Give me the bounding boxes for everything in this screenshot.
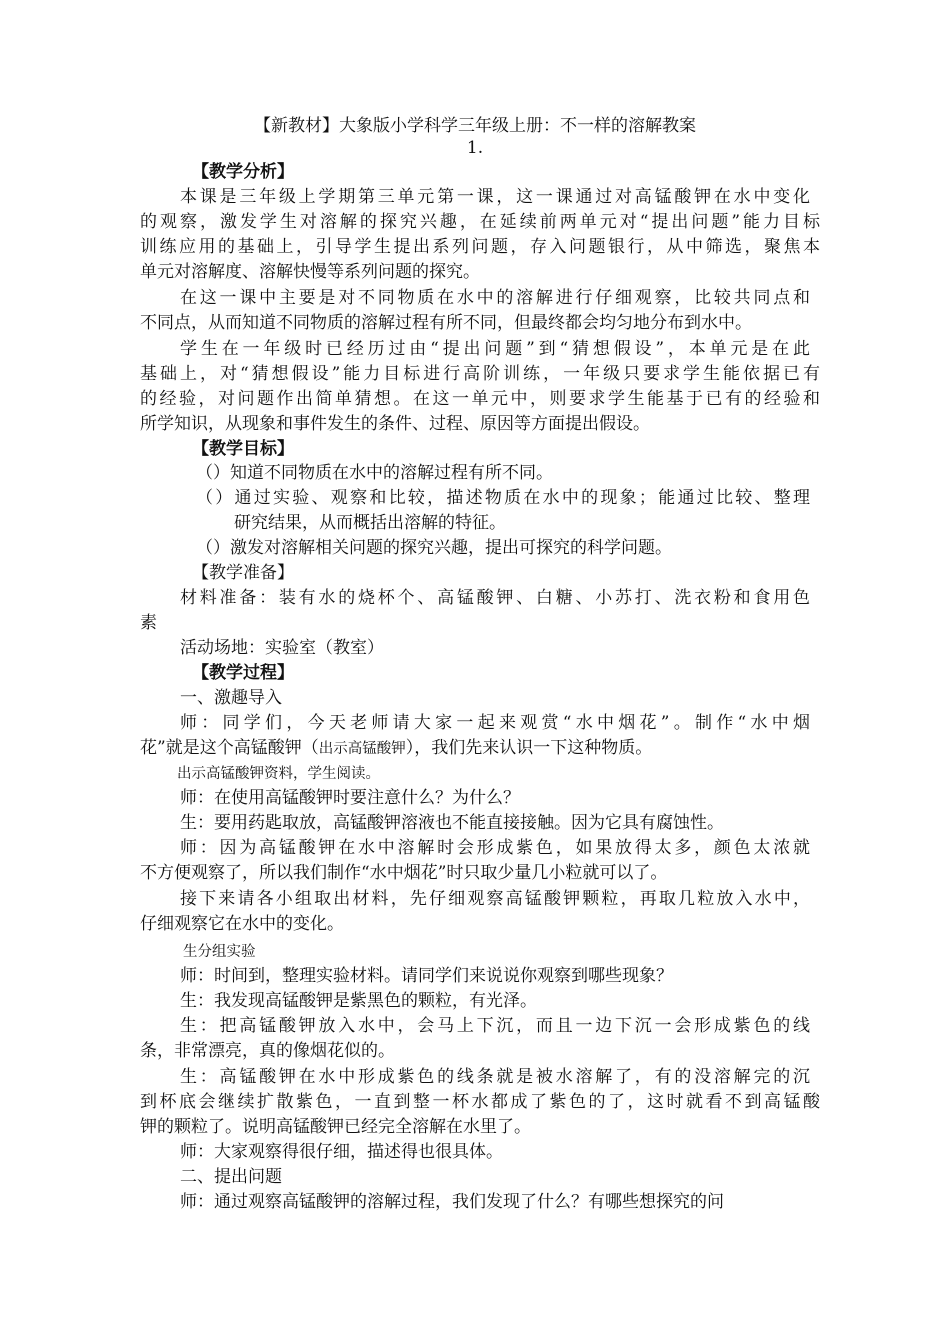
dialogue-line: 师：大家观察得很仔细，描述得也很具体。: [180, 1142, 503, 1162]
heading-teaching-analysis: 【教学分析】: [192, 162, 294, 182]
paragraph-line: 在这一课中主要是对不同物质在水中的溶解进行仔细观察，比较共同点和: [180, 288, 810, 308]
dialogue-line: 师：因为高锰酸钾在水中溶解时会形成紫色，如果放得太多，颜色太浓就: [180, 838, 810, 858]
paragraph-line: 本课是三年级上学期第三单元第一课，这一课通过对高锰酸钾在水中变化: [180, 187, 810, 207]
heading-teaching-process: 【教学过程】: [192, 663, 294, 683]
goal-item-continued: 研究结果，从而概括出溶解的特征。: [234, 513, 506, 533]
paragraph-line: 的观察，激发学生对溶解的探究兴趣，在延续前两单元对“提出问题”能力目标: [140, 212, 820, 232]
dialogue-line: [140, 736, 652, 761]
materials-line: 素: [140, 613, 157, 633]
dialogue-line: 条，非常漂亮，真的像烟花似的。: [140, 1041, 395, 1061]
dialogue-line: 师：在使用高锰酸钾时要注意什么？为什么？: [180, 788, 520, 808]
paragraph-line: 的经验，对问题作出简单猜想。在这一单元中，则要求学生能基于已有的经验和: [140, 389, 820, 409]
instruction-line: 生分组实验: [183, 944, 256, 960]
dialogue-line: 师：同学们，今天老师请大家一起来观赏“水中烟花”。制作“水中烟: [180, 713, 810, 733]
dialogue-line: 钾的颗粒了。说明高锰酸钾已经完全溶解在水里了。: [140, 1117, 531, 1137]
dialogue-line: 师：时间到，整理实验材料。请同学们来说说你观察到哪些现象？: [180, 966, 673, 986]
materials-line: 材料准备：装有水的烧杯个、高锰酸钾、白糖、小苏打、洗衣粉和食用色: [180, 588, 810, 608]
heading-teaching-preparation: 【教学准备】: [192, 563, 294, 583]
dialogue-line: 仔细观察它在水中的变化。: [140, 914, 344, 934]
venue-line: 活动场地：实验室（教室）: [180, 638, 384, 658]
dialogue-line: 到杯底会继续扩散紫色，一直到整一杯水都成了紫色的了，这时就看不到高锰酸: [140, 1092, 820, 1112]
goal-item: （）激发对溶解相关问题的探究兴趣，提出可探究的科学问题。: [196, 538, 672, 558]
goal-item: （）知道不同物质在水中的溶解过程有所不同。: [196, 463, 553, 483]
dialogue-line: 不方便观察了，所以我们制作“水中烟花”时只取少量几小粒就可以了。: [140, 863, 668, 883]
dialogue-line: 生：我发现高锰酸钾是紫黑色的颗粒，有光泽。: [180, 991, 537, 1011]
heading-teaching-goals: 【教学目标】: [192, 439, 294, 459]
step-heading: 二、提出问题: [180, 1167, 282, 1187]
dialogue-line: 生：要用药匙取放，高锰酸钾溶液也不能直接接触。因为它具有腐蚀性。: [180, 813, 724, 833]
step-heading: 一、激趣导入: [180, 688, 282, 708]
dialogue-line: 师：通过观察高锰酸钾的溶解过程，我们发现了什么？有哪些想探究的问: [180, 1192, 724, 1212]
paragraph-line: 基础上，对“猜想假设”能力目标进行高阶训练，一年级只要求学生能依据已有: [140, 364, 820, 384]
document-title: 【新教材】大象版小学科学三年级上册：不一样的溶解教案: [254, 116, 696, 136]
instruction-line: 出示高锰酸钾资料，学生阅读。: [177, 766, 380, 782]
dialogue-text: ），我们先来认识一下这种物质。: [405, 738, 653, 758]
section-number: 1.: [466, 138, 484, 158]
paragraph-line: 训练应用的基础上，引导学生提出系列问题，存入问题银行，从中筛选，聚焦本: [140, 237, 820, 257]
inline-instruction: 出示高锰酸钾: [318, 741, 406, 757]
paragraph-line: 单元对溶解度、溶解快慢等系列问题的探究。: [140, 262, 480, 282]
dialogue-line: 接下来请各小组取出材料，先仔细观察高锰酸钾颗粒，再取几粒放入水中，: [180, 889, 810, 909]
paragraph-line: 学生在一年级时已经历过由“提出问题”到“猜想假设”，本单元是在此: [180, 339, 810, 359]
paragraph-line: 所学知识，从现象和事件发生的条件、过程、原因等方面提出假设。: [140, 414, 650, 434]
goal-item: （）通过实验、观察和比较，描述物质在水中的现象；能通过比较、整理: [196, 488, 810, 508]
dialogue-line: 生：把高锰酸钾放入水中，会马上下沉，而且一边下沉一会形成紫色的线: [180, 1016, 810, 1036]
dialogue-text: 花”就是这个高锰酸钾（: [140, 738, 319, 758]
dialogue-line: 生：高锰酸钾在水中形成紫色的线条就是被水溶解了，有的没溶解完的沉: [180, 1067, 810, 1087]
paragraph-line: 不同点，从而知道不同物质的溶解过程有所不同，但最终都会均匀地分布到水中。: [140, 313, 752, 333]
